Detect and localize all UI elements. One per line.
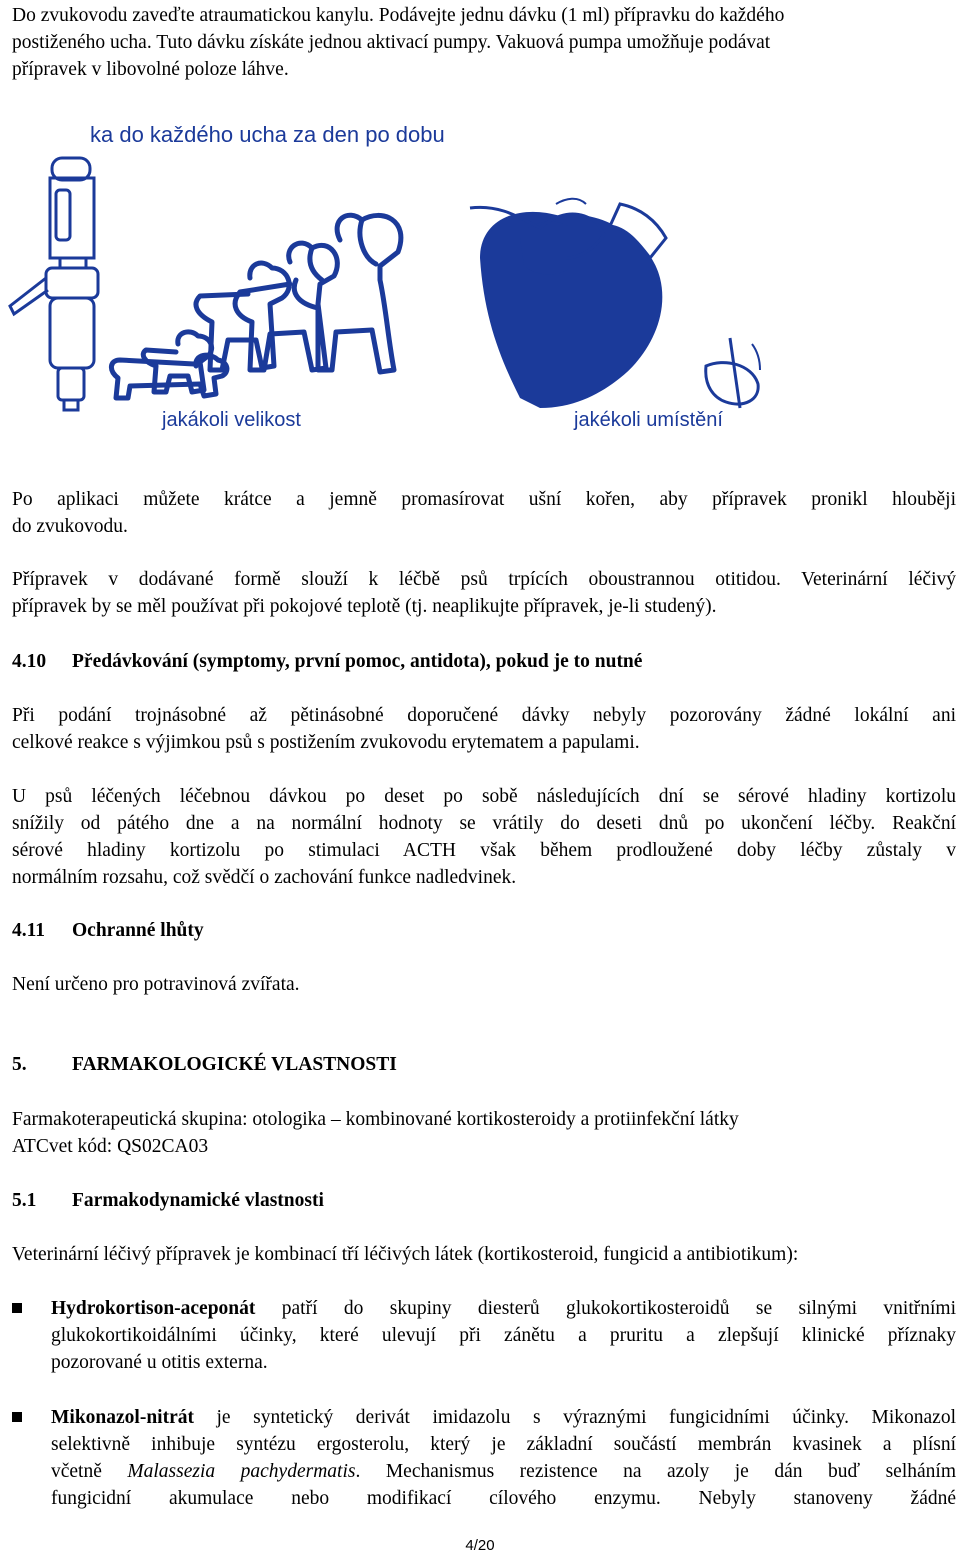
label-any-position: jakékoli umístění	[574, 409, 723, 431]
bullet-square-icon	[12, 1412, 22, 1422]
species-name: Malassezia pachydermatis	[127, 1461, 356, 1482]
section-4-10-heading	[12, 648, 642, 675]
section-title: FARMAKOLOGICKÉ VLASTNOSTI	[72, 1054, 397, 1075]
intro-line-2: postiženého ucha. Tuto dávku získáte jednou aktivací pumpy. Vakuová pumpa umožňuje podávat	[12, 32, 771, 53]
intro-line-1: Do zvukovodu zaveďte atraumatickou kanylu. Podávejte jednu dávku (1 ml) přípravku do každého	[12, 5, 785, 26]
group-paragraph	[12, 1106, 956, 1160]
bullet-2-line-2: selektivně inhibuje syntézu ergosterolu, který je základní součástí membrán kvasinek a plísní	[51, 1434, 956, 1455]
page-number: 4/20	[465, 1537, 495, 1554]
bullet-2-line-3-pre: včetně	[51, 1461, 128, 1482]
overdose-line-1: Při podání trojnásobné až pětinásobné doporučené dávky nebyly pozorovány žádné lokální ani	[12, 705, 956, 726]
massage-line-1: Po aplikaci můžete krátce a jemně promasírovat ušní kořen, aby přípravek pronikl hlouběji	[12, 489, 956, 510]
group-line-2: ATCvet kód: QS02CA03	[12, 1136, 209, 1157]
dogs-icon	[111, 215, 400, 398]
withdrawal-paragraph: Není určeno pro potravinová zvířata.	[12, 974, 300, 995]
massage-paragraph	[12, 486, 956, 540]
bullet-2-line-4: fungicidní akumulace nebo modifikací cílového enzymu. Nebyly stanoveny žádné	[51, 1488, 956, 1509]
bullet-1-line-1-rest: patří do skupiny diesterů glukokortikosteroidů se silnými vnitřními	[255, 1298, 956, 1319]
cortisol-line-4: normálním rozsahu, což svědčí o zachování funkce nadledvinek.	[12, 867, 517, 888]
bullet-2-line-3-post: . Mechanismus rezistence na azoly je dán buď selháním	[355, 1461, 956, 1482]
bullet-1-line-2: glukokortikoidálními účinky, které ulevují při zánětu a pruritu a zlepšují klinické příznaky	[51, 1325, 956, 1346]
bullet-1-line-3: pozorované u otitis externa.	[51, 1352, 268, 1373]
intro-paragraph	[12, 2, 956, 83]
section-title: Předávkování (symptomy, první pomoc, antidota), pokud je to nutné	[72, 651, 643, 672]
section-number: 5.1	[12, 1190, 37, 1211]
section-title: Farmakodynamické vlastnosti	[72, 1190, 324, 1211]
cortisol-paragraph	[12, 783, 956, 891]
bottle-pump-icon	[10, 158, 98, 410]
application-illustration	[0, 108, 960, 438]
form-line-1: Přípravek v dodávané formě slouží k léčbě psů trpících oboustrannou otitidou. Veterinární léčivý	[12, 569, 956, 590]
bullet-2-line-1-rest: je syntetický derivát imidazolu s výraznými fungicidními účinky. Mikonazol	[193, 1407, 956, 1428]
massage-line-2: do zvukovodu.	[12, 516, 128, 537]
combination-paragraph: Veterinární léčivý přípravek je kombinací tří léčivých látek (kortikosteroid, fungicid a antibiotikum):	[12, 1244, 799, 1265]
bullet-miconazole	[12, 1404, 956, 1512]
cortisol-line-3: sérové hladiny kortizolu po stimulaci ACTH však během prodloužené doby léčby zůstaly v	[12, 840, 956, 861]
section-number: 4.11	[12, 920, 46, 941]
section-5-1-heading	[12, 1187, 324, 1214]
section-title: Ochranné lhůty	[72, 920, 204, 941]
overdose-line-2: celkové reakce s výjimkou psů s postižením zvukovodu erytematem a papulami.	[12, 732, 640, 753]
overdose-paragraph	[12, 702, 956, 756]
bullet-2-line-1	[51, 1404, 956, 1431]
section-number: 4.10	[12, 651, 47, 672]
section-number: 5.	[12, 1054, 27, 1075]
bullet-2-line-3	[51, 1458, 956, 1485]
bullet-1-line-1	[51, 1295, 956, 1322]
cortisol-line-1: U psů léčených léčebnou dávkou po deset po sobě následujících dní se sérové hladiny kortizolu	[12, 786, 956, 807]
section-4-11-heading	[12, 917, 204, 944]
form-paragraph	[12, 566, 956, 620]
section-5-heading	[12, 1051, 397, 1078]
bullet-hydrocortisone	[12, 1295, 956, 1376]
bullet-1-term: Hydrokortison-aceponát	[51, 1298, 256, 1319]
label-any-size: jakákoli velikost	[162, 409, 301, 431]
intro-line-3: přípravek v libovolné poloze láhve.	[12, 59, 289, 80]
bullet-square-icon	[12, 1303, 22, 1313]
group-line-1: Farmakoterapeutická skupina: otologika – kombinované kortikosteroidy a protiinfekční látky	[12, 1109, 739, 1130]
bullet-2-term: Mikonazol-nitrát	[51, 1407, 194, 1428]
illustration-banner: ka do každého ucha za den po dobu	[90, 122, 445, 147]
form-line-2: přípravek by se měl používat při pokojové teplotě (tj. neaplikujte přípravek, je-li studený).	[12, 596, 717, 617]
dog-head-application-icon	[470, 199, 760, 408]
cortisol-line-2: snížily od pátého dne a na normální hodnoty se vrátily do deseti dnů po ukončení léčby. Reakční	[12, 813, 956, 834]
